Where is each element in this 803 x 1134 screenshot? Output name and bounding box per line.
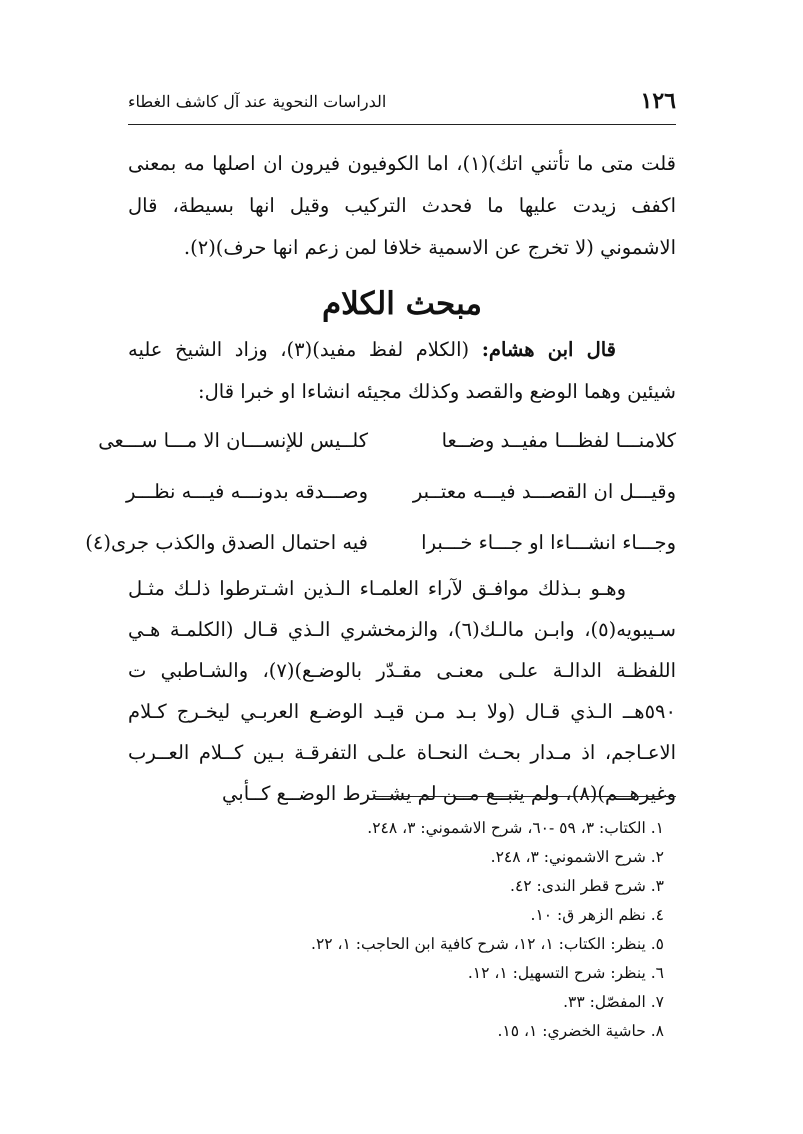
footnote-item: ٢. شرح الاشموني: ٣، ٢٤٨.	[490, 848, 664, 866]
speaker-label: قال ابن هشام:	[481, 338, 616, 361]
footnotes-list	[128, 814, 676, 1046]
footnote-item: ٥. ينظر: الكتاب: ١، ١٢، شرح كافية ابن الحاجب: ١، ٢٢.	[311, 935, 664, 953]
section-heading: مبحث الكلام	[321, 286, 483, 322]
verse-first-hemistich: وجـــاء انشـــاءا او جـــاء خـــبرا	[421, 531, 676, 554]
footnote-item: ٣. شرح قطر الندى: ٤٢.	[510, 877, 664, 895]
verse-second-hemistich: كلــيس للإنســـان الا مـــا ســـعى	[98, 429, 368, 452]
footnote-item: ٧. المفصّل: ٣٣.	[563, 993, 664, 1011]
page-number: ١٢٦	[640, 88, 676, 114]
footnote-item: ١. الكتاب: ٣، ٥٩ -٦٠، شرح الاشموني: ٣، ٢٤٨.	[367, 819, 664, 837]
footnote-rule	[374, 796, 676, 797]
footnote-item: ٦. ينظر: شرح التسهيل: ١، ١٢.	[467, 964, 664, 982]
paragraph-2-text: (الكلام لفظ مفيد)(٣)، وزاد الشيخ عليه شيئين وهما الوضع والقصد وكذلك مجيئه انشاءا او خبرا قال:	[128, 338, 676, 403]
verse-second-hemistich: وصـــدقه بدونـــه فيـــه نظـــر	[126, 480, 368, 503]
verse-first-hemistich: وقيـــل ان القصـــد فيـــه معتــبر	[412, 480, 676, 503]
verse-first-hemistich: كلامنـــا لفظـــا مفيــد وضــعا	[441, 429, 676, 452]
paragraph-2	[128, 329, 676, 413]
verse-second-hemistich: فيه احتمال الصدق والكذب جرى(٤)	[85, 531, 368, 554]
footnote-item: ٤. نظم الزهر ق: ١٠.	[530, 906, 664, 924]
poem-verse	[98, 420, 676, 462]
footnote-item: ٨. حاشية الخضري: ١، ١٥.	[497, 1022, 664, 1040]
poem-verse	[128, 471, 676, 513]
paragraph-3: وهـو بـذلك موافـق لآراء العلمـاء الـذين اشـترطوا ذلـك مثـل سـيبويه(٥)، وابـن مالـك(٦)، والزمخشري الـذي قـال (الكلمـة هـي اللفظـة الدالـة علـى معنـى مقـدّر بالوضـع)(٧)، والشـاطبي ت ٥٩٠هــ الـذي قـال (ولا بـد مـن قيـد الوضـع العربـي ليخـرج كـلام الاعـاجم، اذ مـدار بحـث النحـاة علـى التفرقـة بـين كــلام العــرب وغيرهــم)(٨)، ولم يتبــع مــن لم يشــترط الوضــع كــأبي	[128, 577, 677, 805]
header-rule	[128, 124, 676, 125]
paragraph-1: قلت متى ما تأتني اتك)(١)، اما الكوفيون فيرون ان اصلها مه بمعنى اكفف زيدت عليها ما فحدث التركيب وقيل انها بسيطة، قال الاشموني (لا تخرج عن الاسمية خلافا لمن زعم انها حرف)(٢).	[128, 152, 676, 259]
running-title: الدراسات النحوية عند آل كاشف الغطاء	[128, 92, 387, 111]
page-header	[128, 88, 676, 128]
poem-verse	[85, 522, 676, 564]
